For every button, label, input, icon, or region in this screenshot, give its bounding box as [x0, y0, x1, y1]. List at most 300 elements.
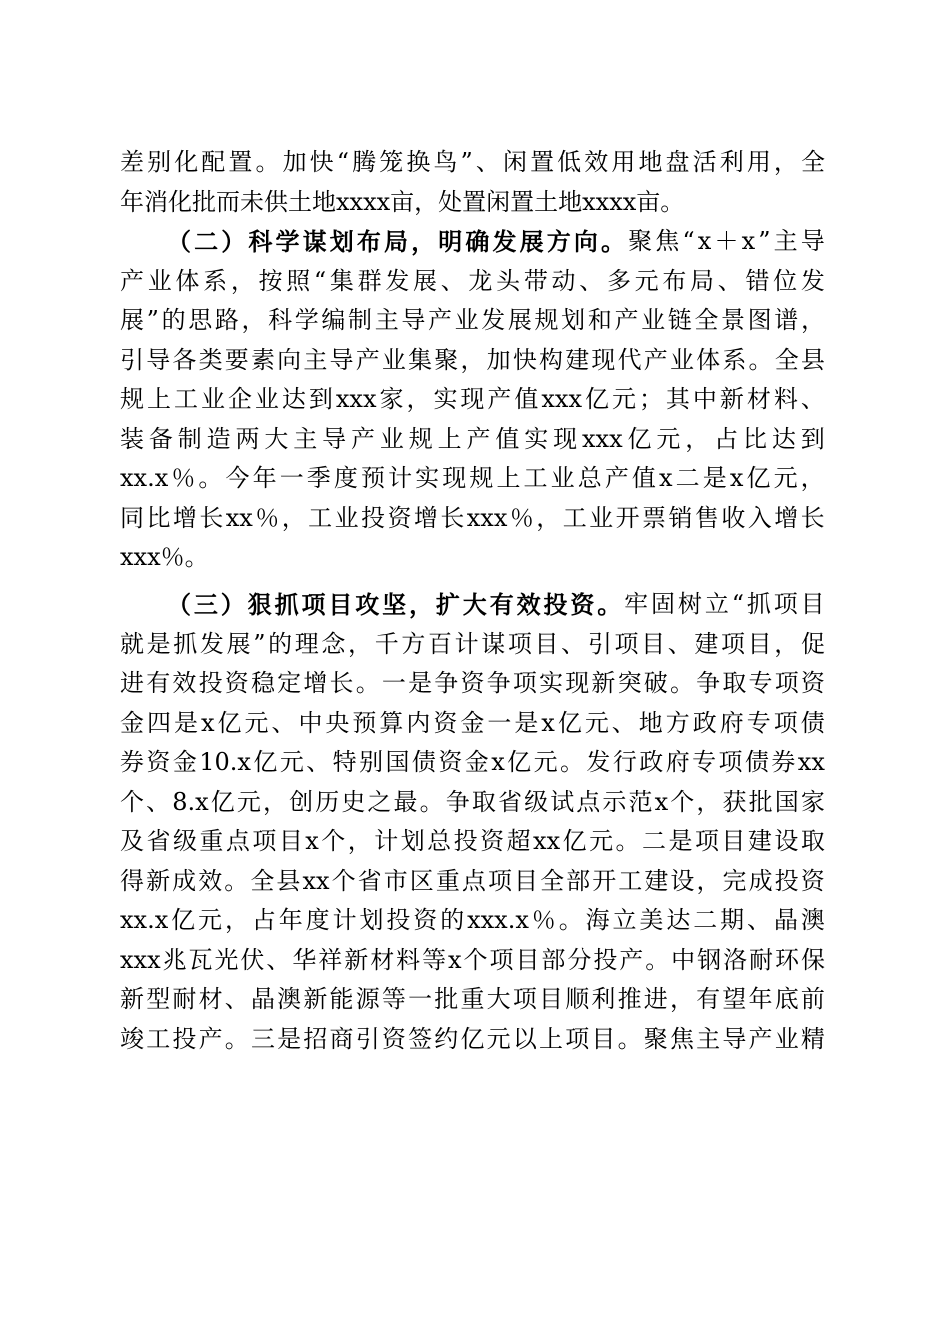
- text-glyph: 季: [306, 464, 331, 493]
- text-glyph: 要: [224, 345, 249, 374]
- text-glyph: 现: [591, 345, 616, 374]
- text-glyph: ”: [758, 227, 771, 256]
- text-glyph: 区: [409, 866, 434, 895]
- text-glyph: 发: [385, 266, 410, 295]
- text-glyph: 料: [396, 945, 421, 974]
- text-glyph: 多: [606, 266, 631, 295]
- text-glyph: 亿: [210, 787, 235, 816]
- text-glyph: ％: [509, 503, 534, 532]
- text-glyph: 10.x: [199, 748, 251, 777]
- text-glyph: 学: [275, 227, 300, 257]
- text-glyph: 达: [281, 385, 306, 414]
- text-glyph: 二: [675, 464, 700, 493]
- text-glyph: 专: [748, 669, 773, 698]
- text-glyph: 成: [748, 866, 773, 895]
- text-glyph: 促: [800, 629, 825, 658]
- text-glyph: 、: [440, 266, 465, 295]
- paragraph-heading-line: [120, 585, 825, 625]
- text-glyph: 谋: [481, 629, 506, 658]
- text-glyph: 划: [359, 906, 384, 935]
- text-glyph: xxx: [466, 503, 508, 532]
- text-glyph: 美: [639, 906, 664, 935]
- text-glyph: 县: [276, 866, 301, 895]
- text-glyph: ，: [460, 345, 485, 374]
- text-glyph: 图: [747, 306, 772, 335]
- text-glyph: 理: [294, 629, 319, 658]
- text-glyph: 导: [401, 306, 426, 335]
- text-glyph: 一: [279, 464, 304, 493]
- text-glyph: 华: [292, 945, 317, 974]
- text-glyph: 推: [617, 985, 642, 1014]
- text-glyph: 链: [667, 306, 692, 335]
- text-glyph: 、: [579, 266, 604, 295]
- text-glyph: ，: [230, 266, 255, 295]
- text-glyph: 上: [539, 1025, 563, 1054]
- text-glyph: 破: [643, 669, 668, 698]
- text-glyph: 项: [565, 1025, 590, 1054]
- text-glyph: x: [741, 227, 756, 256]
- text-glyph: 坚: [382, 590, 407, 620]
- text-line: [120, 783, 825, 823]
- text-glyph: 材: [198, 985, 223, 1014]
- text-glyph: ，: [262, 787, 287, 816]
- text-glyph: 制: [177, 424, 202, 453]
- text-glyph: 、: [146, 787, 171, 816]
- text-glyph: 、: [800, 385, 825, 414]
- text-glyph: 集: [408, 345, 433, 374]
- text-glyph: 、: [667, 629, 692, 658]
- text-glyph: 算: [379, 708, 404, 737]
- text-glyph: 产: [351, 424, 375, 453]
- text-glyph: 学: [294, 306, 319, 335]
- text-glyph: 是: [408, 669, 433, 698]
- text-glyph: 聚: [643, 1025, 668, 1054]
- text-glyph: 二: [642, 827, 666, 856]
- text-line: [120, 743, 825, 783]
- text-glyph: 项: [512, 669, 537, 698]
- text-glyph: ，: [685, 424, 710, 453]
- text-glyph: 企: [227, 385, 252, 414]
- text-line: [120, 1020, 825, 1060]
- text-glyph: 目: [641, 629, 666, 658]
- text-glyph: 等: [422, 945, 447, 974]
- text-glyph: 比: [146, 503, 171, 532]
- text-glyph: 重: [199, 827, 224, 856]
- text-glyph: 重: [435, 866, 460, 895]
- text-glyph: 科: [268, 306, 293, 335]
- text-glyph: 实: [539, 669, 563, 698]
- text-glyph: 大: [486, 985, 511, 1014]
- text-glyph: 债: [800, 708, 825, 737]
- text-glyph: 到: [308, 385, 333, 414]
- text-glyph: 范: [628, 787, 653, 816]
- text-glyph: 兆: [162, 945, 187, 974]
- text-glyph: 化: [174, 148, 199, 176]
- text-glyph: 目: [721, 827, 746, 856]
- text-glyph: ，: [409, 590, 434, 620]
- text-glyph: 代: [617, 345, 642, 374]
- text-glyph: 百: [427, 629, 452, 658]
- text-glyph: 专: [746, 708, 771, 737]
- text-glyph: 招: [303, 1025, 328, 1054]
- text-glyph: 利: [591, 985, 616, 1014]
- text-glyph: 底: [774, 985, 799, 1014]
- text-glyph: 中: [692, 385, 717, 414]
- text-glyph: 部: [541, 945, 566, 974]
- text-glyph: 元: [611, 385, 636, 414]
- text-glyph: 实: [433, 385, 458, 414]
- text-glyph: 是: [668, 827, 693, 856]
- text-glyph: 全: [540, 866, 565, 895]
- text-glyph: 8.x: [172, 787, 209, 816]
- text-glyph: 国: [774, 787, 799, 816]
- text-line: xxx％。: [120, 543, 209, 572]
- text-glyph: 加: [282, 148, 307, 176]
- text-glyph: 政: [639, 748, 664, 777]
- text-glyph: 向: [573, 227, 598, 257]
- text-glyph: 取: [800, 827, 825, 856]
- text-glyph: 产: [198, 1025, 223, 1054]
- text-glyph: 长: [440, 503, 465, 532]
- text-glyph: 建: [747, 827, 772, 856]
- text-glyph: 项: [487, 866, 512, 895]
- text-glyph: 方: [546, 227, 571, 257]
- text-glyph: 一: [381, 669, 406, 698]
- text-glyph: 换: [406, 148, 431, 176]
- text-glyph: 增: [303, 669, 328, 698]
- text-glyph: 活: [692, 148, 717, 176]
- text-glyph: 构: [539, 345, 563, 374]
- text-glyph: 专: [692, 748, 717, 777]
- text-glyph: 投: [593, 945, 618, 974]
- text-glyph: 项: [774, 669, 799, 698]
- text-glyph: 占: [251, 906, 276, 935]
- text-glyph: 个: [463, 945, 488, 974]
- text-glyph: 产: [120, 266, 144, 295]
- text-glyph: 国: [385, 748, 410, 777]
- text-glyph: 材: [370, 945, 395, 974]
- text-glyph: 市: [383, 866, 408, 895]
- text-glyph: 思: [188, 306, 213, 335]
- text-glyph: 展: [226, 629, 251, 658]
- text-glyph: 龙: [468, 266, 493, 295]
- text-glyph: 保: [800, 945, 825, 974]
- text-glyph: 耐: [172, 985, 197, 1014]
- text-glyph: 省: [497, 787, 522, 816]
- text-glyph: 中: [671, 945, 696, 974]
- text-glyph: 低: [557, 148, 582, 176]
- text-glyph: 业: [641, 306, 666, 335]
- text-glyph: 超: [506, 827, 531, 856]
- text-glyph: 亿: [584, 385, 609, 414]
- text-glyph: 现: [565, 669, 590, 698]
- text-glyph: 达: [666, 906, 691, 935]
- text-glyph: 业: [147, 266, 172, 295]
- text-glyph: 展: [413, 266, 438, 295]
- text-glyph: 望: [722, 985, 747, 1014]
- text-glyph: 方: [401, 629, 426, 658]
- text-glyph: 新: [344, 945, 369, 974]
- text-glyph: 制: [348, 306, 373, 335]
- text-glyph: 签: [408, 1025, 433, 1054]
- text-glyph: 增: [413, 503, 438, 532]
- text-glyph: 差: [120, 148, 144, 176]
- text-glyph: 建: [644, 866, 669, 895]
- text-glyph: x: [448, 945, 462, 974]
- text-glyph: 。: [419, 787, 444, 816]
- text-glyph: 投: [774, 866, 799, 895]
- text-glyph: 。: [224, 1025, 249, 1054]
- text-glyph: 抓: [746, 590, 771, 619]
- text-glyph: 。: [560, 748, 584, 777]
- text-glyph: 有: [146, 669, 171, 698]
- text-glyph: 度: [333, 464, 358, 493]
- text-glyph: xxx: [120, 945, 161, 974]
- text-glyph: 主: [293, 424, 318, 453]
- text-glyph: （: [167, 227, 191, 257]
- text-glyph: 地: [638, 148, 663, 176]
- text-glyph: 上: [146, 385, 171, 414]
- text-glyph: 产: [614, 306, 639, 335]
- text-glyph: 发: [199, 629, 224, 658]
- text-glyph: 产: [466, 424, 491, 453]
- text-glyph: ＋: [714, 227, 739, 256]
- text-glyph: 大: [264, 424, 289, 453]
- text-glyph: 是: [702, 464, 727, 493]
- text-glyph: 部: [566, 866, 591, 895]
- text-glyph: 计: [454, 629, 479, 658]
- text-glyph: 项: [773, 708, 798, 737]
- text-glyph: 实: [415, 464, 440, 493]
- text-glyph: 工: [146, 1025, 171, 1054]
- text-glyph: 全: [801, 148, 825, 176]
- text-glyph: 进: [643, 985, 668, 1014]
- text-glyph: 置: [228, 148, 253, 176]
- text-glyph: 收: [721, 503, 746, 532]
- text-glyph: 业: [379, 424, 404, 453]
- text-glyph: 项: [507, 629, 532, 658]
- text-glyph: 现: [553, 424, 578, 453]
- text-glyph: 谋: [302, 227, 327, 257]
- text-glyph: “: [336, 148, 350, 176]
- text-glyph: x: [541, 708, 555, 737]
- text-line: [120, 901, 825, 941]
- text-glyph: 业: [381, 345, 406, 374]
- text-glyph: x: [697, 227, 712, 256]
- text-glyph: 布: [356, 227, 381, 257]
- text-glyph: 家: [800, 787, 825, 816]
- text-glyph: 效: [584, 148, 609, 176]
- text-glyph: 晶: [250, 985, 275, 1014]
- text-glyph: 。: [617, 1025, 642, 1054]
- text-glyph: ）: [220, 590, 245, 620]
- text-glyph: 年: [252, 464, 277, 493]
- text-glyph: 目: [278, 827, 303, 856]
- text-glyph: 元: [279, 748, 304, 777]
- text-glyph: 、: [475, 148, 500, 176]
- text-glyph: ％: [171, 464, 196, 493]
- text-glyph: 目: [800, 590, 825, 619]
- text-glyph: xx: [302, 866, 330, 895]
- text-glyph: 确: [465, 227, 490, 257]
- text-glyph: 项: [252, 827, 277, 856]
- text-glyph: 值: [495, 424, 520, 453]
- text-glyph: 亿: [507, 748, 532, 777]
- text-glyph: 的: [268, 629, 293, 658]
- text-glyph: 示: [602, 787, 627, 816]
- text-glyph: 抓: [274, 590, 299, 620]
- text-glyph: x: [200, 708, 215, 737]
- text-glyph: “: [682, 227, 695, 256]
- text-glyph: 笼: [379, 148, 404, 176]
- text-glyph: 工: [523, 464, 548, 493]
- text-glyph: 主: [374, 306, 399, 335]
- text-glyph: 比: [742, 424, 767, 453]
- text-glyph: 设: [774, 827, 799, 856]
- text-glyph: 年: [278, 906, 303, 935]
- text-glyph: 业: [334, 503, 359, 532]
- text-glyph: 焦: [655, 227, 680, 256]
- text-glyph: 以: [512, 1025, 537, 1054]
- text-glyph: 。: [255, 148, 280, 176]
- text-glyph: 目: [539, 985, 563, 1014]
- text-glyph: 两: [235, 424, 260, 453]
- text-glyph: 史: [341, 787, 366, 816]
- text-glyph: 政: [692, 708, 717, 737]
- text-glyph: 债: [744, 748, 769, 777]
- text-glyph: 项: [301, 590, 326, 620]
- text-glyph: xxx: [582, 424, 623, 453]
- text-glyph: 导: [722, 1025, 747, 1054]
- text-glyph: 目: [328, 590, 353, 620]
- text-glyph: 布: [662, 266, 687, 295]
- text-glyph: 亿: [253, 748, 278, 777]
- text-glyph: 增: [774, 503, 799, 532]
- text-glyph: 个: [321, 827, 346, 856]
- text-glyph: 长: [329, 669, 354, 698]
- text-glyph: 项: [718, 748, 743, 777]
- text-glyph: 资: [381, 1025, 406, 1054]
- text-glyph: 个: [670, 787, 695, 816]
- text-glyph: 进: [120, 669, 144, 698]
- text-glyph: 是: [514, 708, 539, 737]
- text-glyph: 试: [550, 787, 575, 816]
- text-glyph: 、: [611, 708, 636, 737]
- text-glyph: 导: [146, 345, 171, 374]
- text-glyph: xxx: [335, 385, 377, 414]
- text-glyph: 。: [198, 464, 223, 493]
- text-glyph: 工: [562, 503, 587, 532]
- text-glyph: 项: [512, 985, 537, 1014]
- text-glyph: 、: [266, 945, 291, 974]
- text-glyph: 、: [717, 266, 742, 295]
- text-glyph: 大: [462, 590, 487, 620]
- text-glyph: x: [729, 464, 744, 493]
- text-glyph: 值: [514, 385, 539, 414]
- text-glyph: 。: [748, 345, 773, 374]
- text-glyph: 新: [120, 985, 144, 1014]
- text-glyph: 发: [586, 748, 611, 777]
- text-glyph: 群: [357, 266, 382, 295]
- text-glyph: 全: [774, 345, 799, 374]
- text-glyph: 券: [771, 748, 796, 777]
- text-glyph: ，: [348, 629, 373, 658]
- text-glyph: 加: [486, 345, 511, 374]
- text-glyph: 最: [393, 787, 418, 816]
- text-glyph: 目: [534, 629, 559, 658]
- text-glyph: 达: [771, 424, 796, 453]
- text-glyph: x: [659, 464, 673, 493]
- text-glyph: 投: [198, 669, 223, 698]
- text-glyph: 引: [120, 345, 144, 374]
- text-glyph: 资: [570, 590, 595, 620]
- text-glyph: 新: [719, 385, 744, 414]
- text-glyph: 资: [800, 866, 825, 895]
- text-glyph: 配: [201, 148, 226, 176]
- text-glyph: 之: [367, 787, 392, 816]
- text-glyph: 成: [172, 866, 197, 895]
- text-glyph: 划: [400, 827, 425, 856]
- text-glyph: 。: [645, 945, 670, 974]
- text-glyph: 项: [614, 629, 639, 658]
- text-glyph: ，: [669, 985, 694, 1014]
- text-glyph: 产: [487, 385, 512, 414]
- text-glyph: 发: [481, 306, 506, 335]
- text-glyph: 耐: [749, 945, 774, 974]
- text-glyph: 长: [199, 503, 224, 532]
- text-glyph: 个: [331, 866, 356, 895]
- text-glyph: 售: [694, 503, 719, 532]
- text-glyph: 计: [332, 906, 357, 935]
- text-line: [120, 341, 825, 381]
- text-glyph: 目: [591, 1025, 616, 1054]
- text-glyph: 发: [492, 227, 517, 257]
- text-glyph: 扩: [435, 590, 460, 620]
- text-glyph: 元: [236, 787, 261, 816]
- text-glyph: 澳: [800, 906, 825, 935]
- text-glyph: 业: [669, 345, 694, 374]
- text-glyph: 等: [381, 985, 406, 1014]
- text-glyph: x: [305, 827, 319, 856]
- text-glyph: 省: [357, 866, 382, 895]
- text-glyph: ”: [253, 629, 266, 658]
- text-glyph: 系: [722, 345, 747, 374]
- text-glyph: 环: [774, 945, 799, 974]
- text-glyph: 项: [773, 590, 798, 619]
- text-glyph: 元: [584, 708, 609, 737]
- text-glyph: 谱: [774, 306, 799, 335]
- text-glyph: 资: [460, 669, 485, 698]
- text-glyph: 开: [592, 866, 617, 895]
- text-glyph: 照: [286, 266, 311, 295]
- text-glyph: 导: [322, 424, 347, 453]
- text-glyph: 备: [148, 424, 173, 453]
- text-glyph: 景: [721, 306, 746, 335]
- text-glyph: 二: [693, 906, 718, 935]
- text-glyph: 业: [254, 385, 279, 414]
- text-glyph: 期: [720, 906, 745, 935]
- text-glyph: 规: [469, 464, 494, 493]
- text-glyph: 的: [161, 306, 186, 335]
- text-glyph: 焦: [669, 1025, 694, 1054]
- text-glyph: ，: [773, 148, 798, 176]
- text-glyph: 投: [543, 590, 568, 620]
- text-glyph: 值: [631, 464, 656, 493]
- text-glyph: 央: [325, 708, 350, 737]
- text-glyph: 祥: [318, 945, 343, 974]
- text-glyph: 批: [748, 787, 773, 816]
- text-glyph: 澳: [277, 985, 302, 1014]
